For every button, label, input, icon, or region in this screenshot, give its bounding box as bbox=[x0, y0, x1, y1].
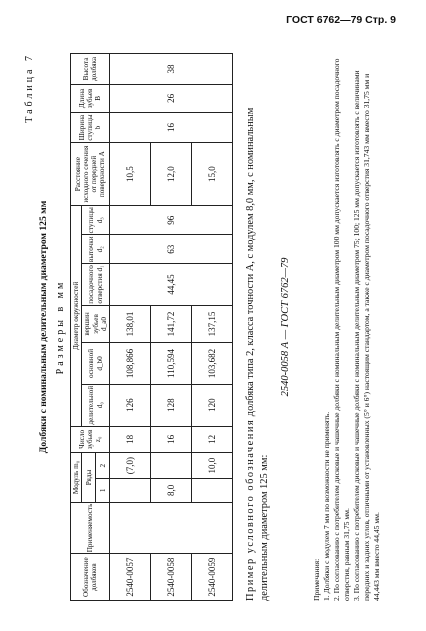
th-length: Длина зубьев B bbox=[71, 84, 110, 112]
example-designation: 2540-0058 А — ГОСТ 6762—79 bbox=[280, 257, 291, 397]
example-text: долбяка типа 2, класса точности А, с модулем 8,0 мм, с номинальным делительным диаметром 125 мм: bbox=[245, 107, 271, 601]
th-teeth: Число зубьев z₀ bbox=[71, 426, 110, 453]
cell-width: 16 bbox=[110, 112, 233, 142]
th-diameters: Диаметр окружностей bbox=[71, 206, 82, 426]
cell-height: 38 bbox=[110, 54, 233, 85]
cell-teeth: 16 bbox=[151, 426, 192, 453]
th-module: Модуль m₀ bbox=[71, 453, 82, 502]
cell-module-row2: (7,0) bbox=[110, 453, 151, 479]
th-hub: ступицы d₃ bbox=[82, 206, 110, 235]
rotated-content bbox=[22, 47, 416, 607]
cell-pitch: 126 bbox=[110, 384, 151, 426]
cell-designation: 2540-0058 bbox=[151, 554, 192, 601]
cell-designation: 2540-0059 bbox=[192, 554, 233, 601]
cell-teeth: 18 bbox=[110, 426, 151, 453]
cell-bore: 44,45 bbox=[110, 264, 233, 306]
example-paragraph bbox=[244, 53, 272, 601]
cell-module-row1: 8,0 bbox=[151, 479, 192, 503]
cell-module-row1 bbox=[110, 479, 151, 503]
th-designation: Обозначение долбяков bbox=[71, 554, 110, 601]
th-applicability: Применяемость bbox=[71, 502, 110, 554]
notes bbox=[312, 53, 382, 601]
cell-designation: 2540-0057 bbox=[110, 554, 151, 601]
cell-distance: 15,0 bbox=[192, 143, 233, 206]
th-row1: 1 bbox=[96, 479, 110, 503]
sizes-label: Размеры в мм bbox=[55, 279, 66, 375]
th-recess: выточки d₂ bbox=[82, 235, 110, 264]
cell-module-row2: 10,0 bbox=[192, 453, 233, 479]
cell-applicability bbox=[110, 502, 233, 554]
cell-base: 110,594 bbox=[151, 343, 192, 385]
table-caption: Долбяки с номинальным делительным диаметром 125 мм bbox=[38, 200, 49, 454]
cell-tip: 138,01 bbox=[110, 305, 151, 342]
cell-tip: 137,15 bbox=[192, 305, 233, 342]
cell-length: 26 bbox=[110, 84, 233, 112]
th-base: основной d_b0 bbox=[82, 343, 110, 385]
th-bore: посадочного отверстия d₁ bbox=[82, 264, 110, 306]
cell-distance: 12,0 bbox=[151, 143, 192, 206]
page-header: ГОСТ 6762—79 Стр. 9 bbox=[286, 14, 396, 26]
cell-teeth: 12 bbox=[192, 426, 233, 453]
cell-tip: 141,72 bbox=[151, 305, 192, 342]
th-row2: 2 bbox=[96, 453, 110, 479]
cell-base: 103,682 bbox=[192, 343, 233, 385]
example-heading: Пример условного обозначения bbox=[245, 418, 256, 601]
note-1: 1. Долбяки с модулем 7 мм по возможности не применять. bbox=[322, 411, 332, 601]
th-height: Высота долбяка bbox=[71, 54, 110, 85]
th-row: Ряды bbox=[82, 453, 96, 502]
th-width: Ширина ступицы b bbox=[71, 112, 110, 142]
cell-hub: 96 bbox=[110, 206, 233, 235]
cell-module-row2 bbox=[151, 453, 192, 479]
cell-distance: 10,5 bbox=[110, 143, 151, 206]
cell-pitch: 120 bbox=[192, 384, 233, 426]
cell-base: 108,866 bbox=[110, 343, 151, 385]
notes-title: Примечания: bbox=[312, 558, 321, 601]
gear-cutter-table bbox=[70, 53, 233, 601]
th-pitch: делительной d₀ bbox=[82, 384, 110, 426]
table-number: Таблица 7 bbox=[24, 53, 35, 123]
cell-recess: 63 bbox=[110, 235, 233, 264]
th-tip: вершин зубьев d_a0 bbox=[82, 305, 110, 342]
cell-pitch: 128 bbox=[151, 384, 192, 426]
note-3: 3. По согласованию с потребителем дисковые и чашечные долбяки с номинальным делительным диаметром 75; 100; 125 мм допускается изготовлять с величинами передних и задних углов, отличными от установленных (5° и 6°) настоящим стандартом, а также с диаметром посадочного отверстия 31,743 мм вместо 31,75 мм и 44,443 мм вместо 44,45 мм. bbox=[352, 70, 382, 601]
cell-module-row1 bbox=[192, 479, 233, 503]
table-row bbox=[110, 54, 151, 601]
th-distance: Расстояние исходного сечения от передней поверхности A bbox=[71, 143, 110, 206]
note-2: 2. По согласованию с потребителем дисковые и чашечные долбяки с номинальным делительным диаметром 100 мм допускается изготовлять с диаметром посадочного отверстия, равным 31,75 мм. bbox=[332, 58, 352, 601]
